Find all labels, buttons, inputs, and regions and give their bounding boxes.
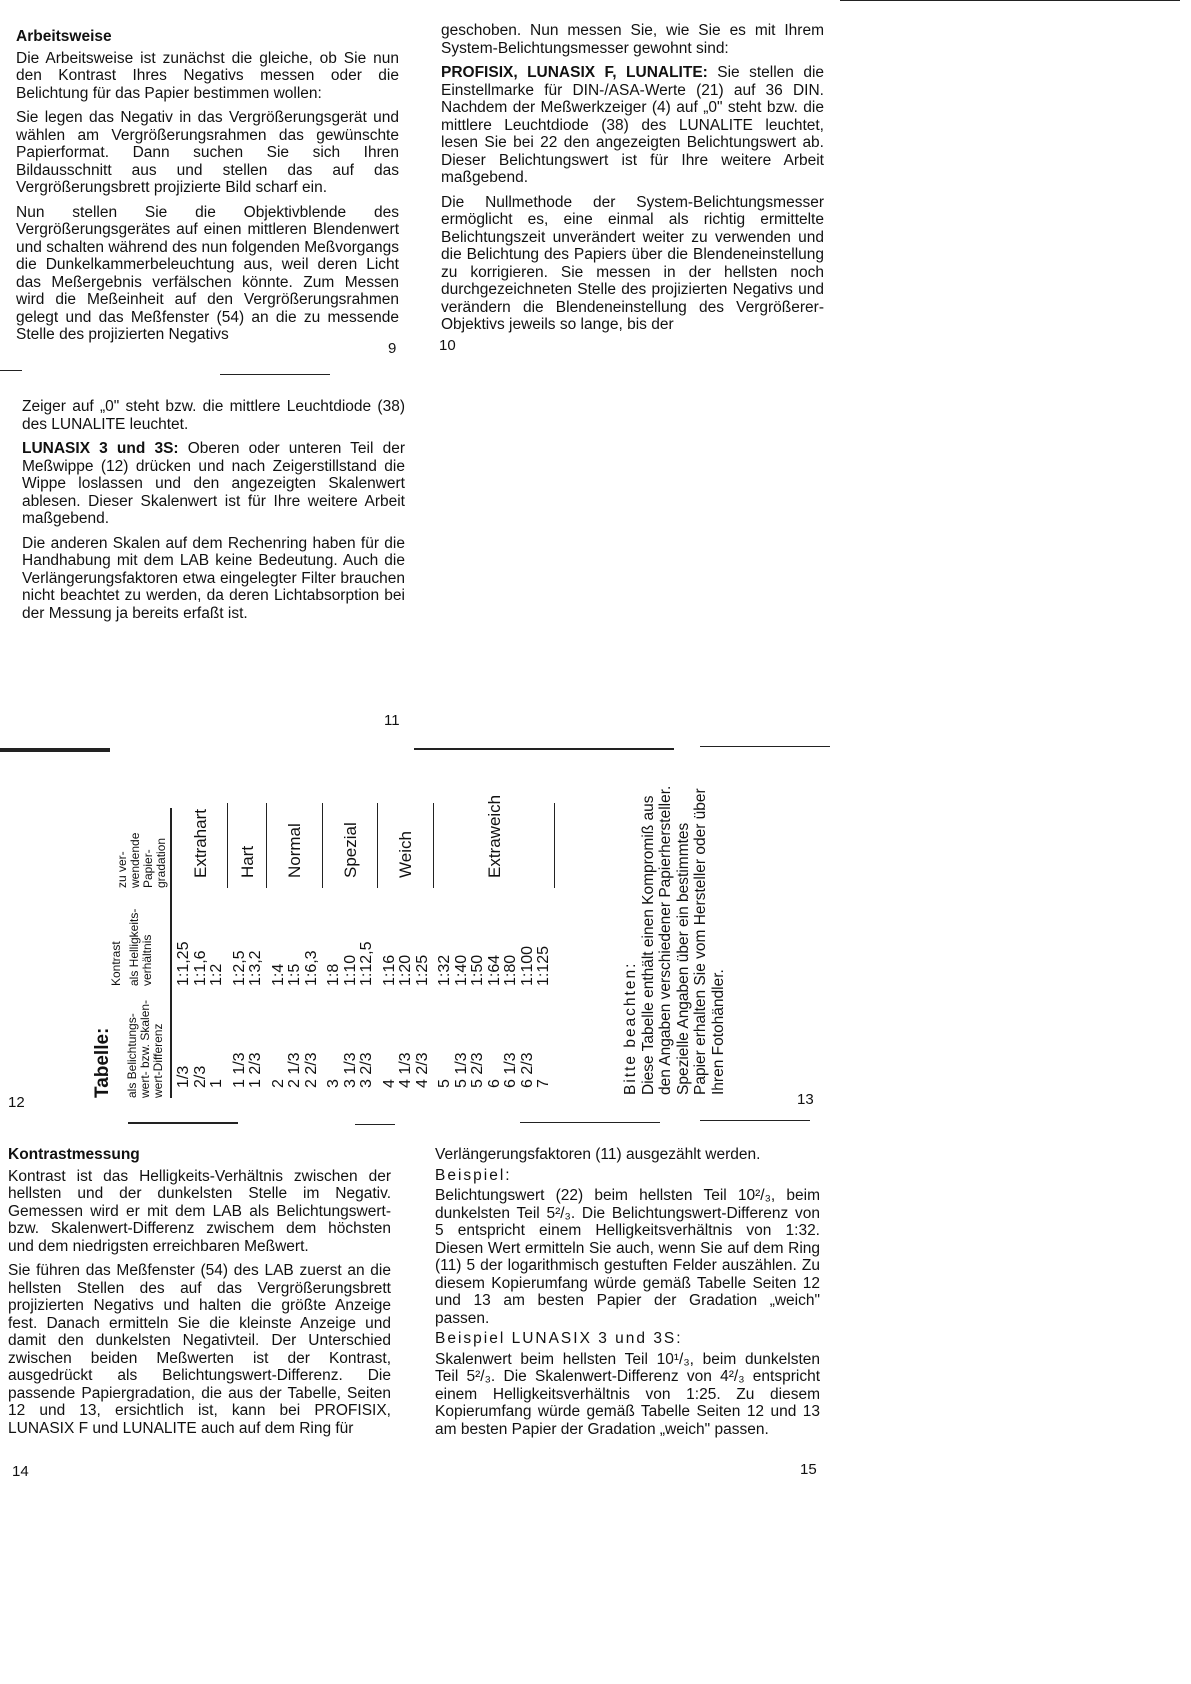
page-number-13: 13	[797, 1091, 814, 1108]
paragraph: Verlängerungsfaktoren (11) ausgezählt werden.	[435, 1146, 761, 1163]
table-row-diff: 2	[269, 1079, 287, 1088]
page-number-15: 15	[800, 1461, 817, 1478]
page-15-column	[435, 1146, 820, 1438]
header-gradation: zu ver-wendende Papier-gradation	[115, 832, 168, 888]
divider	[700, 1120, 810, 1121]
bold-label: LUNASIX 3 und 3S:	[22, 440, 179, 457]
table-row-diff: 5 1/3	[452, 1052, 470, 1088]
table-row-diff: 3 1/3	[341, 1052, 359, 1088]
table-row-ratio: 1:20	[397, 954, 414, 986]
divider	[414, 748, 674, 750]
table-row-diff: 7	[535, 1079, 552, 1088]
paragraph: Belichtungswert (22) beim hellsten Teil 10²/₃, beim dunkelsten Teil 5²/₃. Die Belichtungswert-Differenz von 5 entspricht einem Helligkeitsverhältnis von 1:32. Diesen Wert ermitteln Sie auch, wenn Sie auf dem Ring (11) 5 der logarithmisch gestuften Felder auszählen. Zu diesem Kopierumfang würde gemäß Tabelle Seiten 12 und 13 am besten Papier der Gradation „weich" passen.	[435, 1187, 820, 1327]
table-row-ratio: 1:10	[341, 954, 359, 986]
table-row-diff: 2 1/3	[286, 1052, 303, 1088]
table-row-ratio: 1:4	[269, 963, 287, 986]
table-row-diff: 4	[380, 1079, 398, 1088]
header-diff: als Belichtungs-wert- bzw. Skalen-wert-Differenz	[125, 999, 165, 1098]
divider	[128, 1122, 238, 1124]
paragraph: Sie legen das Negativ in das Vergrößerungsgerät und wählen am Vergrößerungsrahmen das gewünschte Papierformat. Dann suchen Sie sich Ihren Bildausschnitt aus und stellen das auf das Vergrößerungsbrett projizierte Bild scharf ein.	[16, 109, 399, 196]
table-row-ratio: 1:50	[469, 954, 486, 986]
divider	[840, 0, 1180, 1]
paragraph-text: Oberen oder unteren Teil der Meßwippe (12) drücken und nach Zeigerstillstand die Wippe loslassen und den angezeigten Skalenwert ablesen. Dieser Skalenwert ist für Ihre weitere Arbeit maßgebend.	[22, 440, 405, 527]
table-row-diff: 1	[208, 1079, 225, 1088]
table-row-diff: 1 2/3	[247, 1052, 264, 1088]
header-kontrast: Kontrast	[109, 941, 123, 986]
paragraph: Kontrast ist das Helligkeits-Verhältnis zwischen der hellsten und der dunkelsten Stelle im Negativ. Gemessen wird er mit dem LAB als Belichtungswert- bzw. Skalenwert-Differenz zwischem dem höchsten und dem niedrigsten erreichbaren Meßwert.	[8, 1167, 391, 1255]
divider	[700, 746, 830, 747]
header-ratio: als Helligkeits-verhältnis	[127, 908, 154, 986]
page-9-column	[16, 28, 399, 344]
table-row-diff: 4 2/3	[413, 1052, 431, 1088]
heading-arbeitsweise: Arbeitsweise	[16, 28, 112, 45]
page-number-14: 14	[12, 1463, 29, 1480]
table-row-ratio: 1:100	[518, 945, 536, 986]
table-row-ratio: 1:40	[452, 954, 470, 986]
divider	[220, 374, 330, 375]
table-row-ratio: 1:64	[485, 954, 503, 986]
page-number-12: 12	[8, 1094, 25, 1111]
example-label: Beispiel LUNASIX 3 und 3S:	[435, 1330, 683, 1347]
page-10-column	[441, 22, 824, 334]
gradation-separator	[227, 803, 228, 888]
table-row-ratio: 1:1,6	[191, 950, 209, 986]
page-14-column	[8, 1146, 391, 1437]
table-row-diff: 2/3	[191, 1065, 209, 1088]
divider	[520, 1122, 660, 1123]
paragraph: Die Arbeitsweise ist zunächst die gleiche, ob Sie nun den Kontrast Ihres Negativs messen oder die Belichtung für das Papier bestimmen wollen:	[16, 49, 399, 102]
table-row-diff: 5	[436, 1079, 453, 1088]
heading-kontrastmessung: Kontrastmessung	[8, 1146, 140, 1163]
paragraph: Zeiger auf „0" steht bzw. die mittlere Leuchtdiode (38) des LUNALITE leuchtet.	[22, 398, 405, 433]
paragraph: geschoben. Nun messen Sie, wie Sie es mit Ihrem System-Belichtungsmesser gewohnt sind:	[441, 22, 824, 57]
table-row-ratio: 1:8	[325, 963, 342, 986]
table-row-ratio: 1:125	[535, 945, 552, 986]
gradation-label: Spezial	[340, 822, 360, 878]
table-note	[622, 775, 742, 1095]
table-row-ratio: 1:12,5	[358, 941, 375, 986]
table-row-diff: 1 1/3	[230, 1052, 248, 1088]
table-row-ratio: 1:32	[436, 954, 453, 986]
divider	[355, 1124, 395, 1125]
table-row-ratio: 1:1,25	[175, 941, 192, 986]
table-row-diff: 6 2/3	[518, 1052, 536, 1088]
gradation-label: Weich	[396, 831, 415, 878]
table-row-diff: 5 2/3	[469, 1052, 486, 1088]
gradation-separator	[377, 803, 378, 888]
table-row-ratio: 1:2,5	[230, 950, 248, 986]
table-row-diff: 3	[325, 1079, 342, 1088]
table-row-ratio: 1:5	[286, 963, 303, 986]
gradation-label: Hart	[237, 845, 257, 878]
gradation-separator	[322, 803, 323, 888]
table-row-diff: 3 2/3	[358, 1052, 375, 1088]
note-text: Diese Tabelle enthält einen Kompromiß aus den Angaben verschiedener Papierhersteller. Spezielle Angaben über ein bestimmtes Papier erhalten Sie vom Hersteller oder über Ihren Fotohändler.	[639, 785, 727, 1095]
table-row-ratio: 1:3,2	[247, 950, 264, 986]
table-row-ratio: 1:80	[502, 954, 519, 986]
table-row-ratio: 1:2	[208, 963, 225, 986]
table-row-ratio: 1:16	[380, 954, 398, 986]
gradation-separator	[433, 803, 434, 888]
table-title: Tabelle:	[92, 1027, 113, 1098]
gradation-separator	[266, 803, 267, 888]
header-line	[170, 808, 172, 1098]
divider	[0, 748, 110, 752]
page-number-10: 10	[439, 337, 456, 354]
paragraph: Sie führen das Meßfenster (54) des LAB zuerst an die hellsten Stellen des auf das Vergrößerungsbrett projizierten Negativs und halten die größte Anzeige fest. Danach ermitteln Sie die kleinste Anzeige und damit den dunkelsten Negativteil. Der Unterschied zwischen beiden Meßwerten ist der Kontrast, ausgedrückt als Belichtungswert-Differenz. Die passende Papiergradation, die aus der Tabelle, Seiten 12 und 13, ersichtlich ist, kann bei PROFISIX, LUNASIX F und LUNALITE auch auf dem Ring für	[8, 1262, 391, 1437]
table-row-diff: 1/3	[175, 1065, 192, 1088]
page-11-column	[22, 398, 405, 622]
paragraph: Die Nullmethode der System-Belichtungsmesser ermöglicht es, eine einmal als richtig ermittelte Belichtungszeit unverändert weiter zu verwenden und die Belichtung des Papiers über die Blendeneinstellung zu korrigieren. Sie messen in der hellsten noch durchgezeichneten Stelle des projizierten Negativs und verändern die Blendeneinstellung des Vergrößerer-Objektivs jeweils so lange, bis der	[441, 193, 824, 333]
divider	[0, 370, 22, 371]
paragraph: Skalenwert beim hellsten Teil 10¹/₃, beim dunkelsten Teil 5²/₃. Die Skalenwert-Differenz von 4²/₃ entspricht einem Helligkeitsverhältnis von 1:25. Zu diesem Kopierumfang würde gemäß Tabelle Seiten 12 und 13 am besten Papier der Gradation „weich" passen.	[435, 1350, 820, 1438]
page-number-11: 11	[384, 712, 400, 729]
table-row-ratio: 1:25	[413, 954, 431, 986]
gradation-label: Extrahart	[190, 809, 210, 878]
gradation-label: Normal	[285, 823, 304, 878]
table-row-diff: 6	[485, 1079, 503, 1088]
paragraph: Nun stellen Sie die Objektivblende des Vergrößerungsgerätes auf einen mittleren Blendenwert und schalten während des nun folgenden Meßvorgangs die Dunkelkammerbeleuchtung aus, weil deren Licht das Meßergebnis verfälschen könnte. Zum Messen wird die Meßeinheit auf den Vergrößerungsrahmen gelegt und das Meßfenster (54) an die zu messende Stelle des projizierten Negativs	[16, 203, 399, 343]
table-row-ratio: 1:6,3	[302, 950, 320, 986]
table-row-diff: 2 2/3	[302, 1052, 320, 1088]
bold-label: PROFISIX, LUNASIX F, LUNALITE:	[441, 64, 708, 81]
paragraph	[22, 440, 405, 528]
table-row-diff: 6 1/3	[502, 1052, 519, 1088]
paragraph-text: Sie stellen die Einstellmarke für DIN-/ASA-Werte (21) auf 36 DIN. Nachdem der Meßwerkzeiger (4) auf „0" steht bzw. die mittlere Leuchtdiode (38) des LUNALITE leuchtet, lesen Sie bei 22 den angezeigten Belichtungswert ab. Dieser Belichtungswert ist für Ihre weitere Arbeit maßgebend.	[441, 64, 825, 186]
page-number-9: 9	[388, 340, 397, 357]
gradation-label: Extraweich	[484, 794, 504, 878]
example-label: Beispiel:	[435, 1166, 512, 1184]
note-heading: Bitte beachten:	[622, 961, 639, 1095]
table-row-diff: 4 1/3	[397, 1052, 414, 1088]
paragraph	[441, 64, 824, 187]
paragraph: Die anderen Skalen auf dem Rechenring haben für die Handhabung mit dem LAB keine Bedeutung. Auch die Verlängerungsfaktoren etwa eingelegter Filter brauchen nicht beachtet zu werden, da deren Lichtabsorption bei der Messung ja bereits erfaßt ist.	[22, 534, 405, 622]
gradation-separator	[554, 803, 555, 888]
